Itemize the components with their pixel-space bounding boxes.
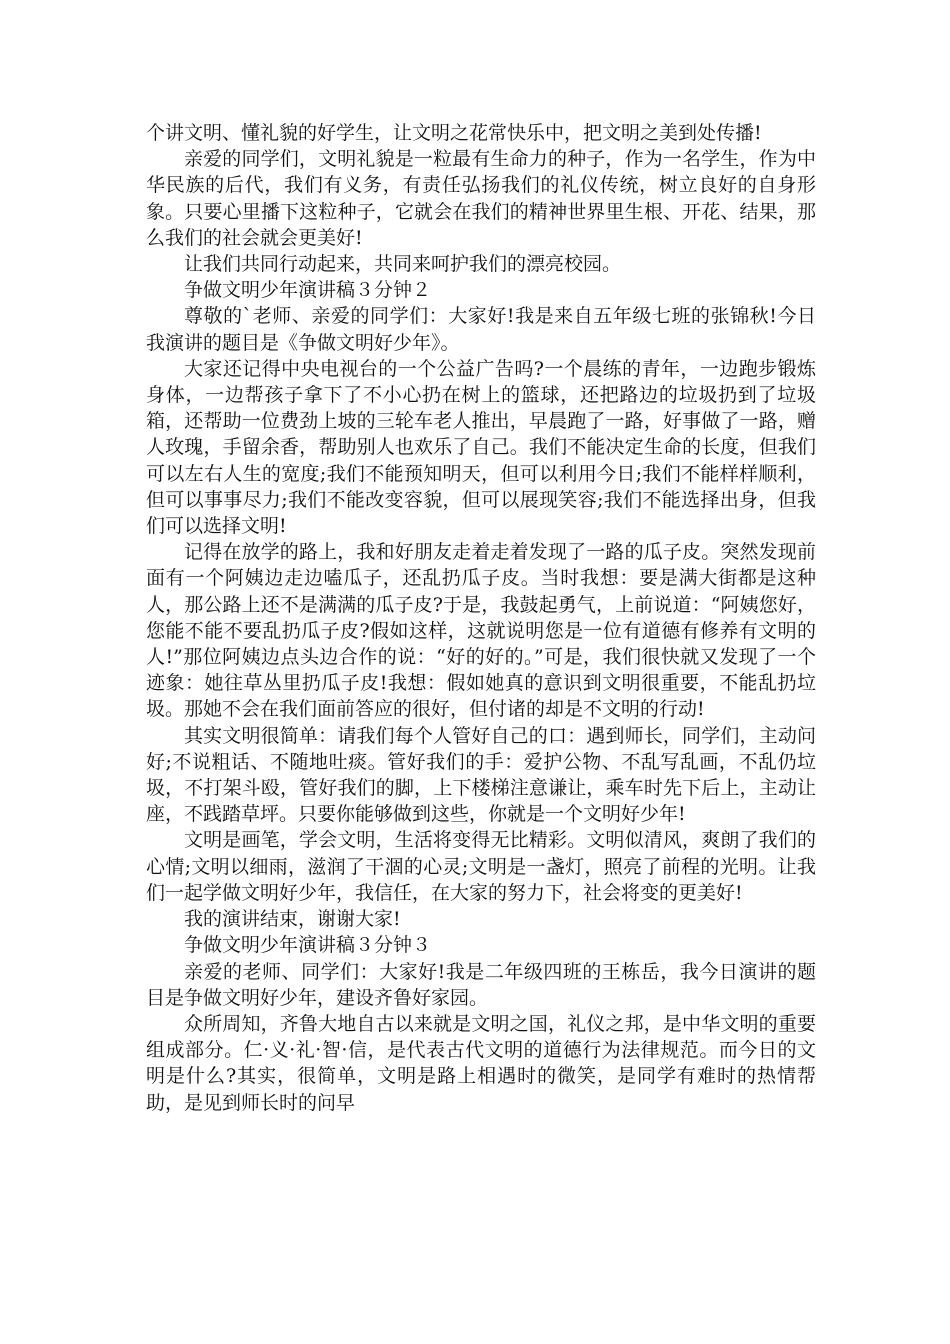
paragraph: 众所周知，齐鲁大地自古以来就是文明之国，礼仪之邦，是中华文明的重要组成部分。仁·义·礼·智·信，是代表古代文明的道德行为法律规范。而今日的文明是什么?其实，很简单，文明是路上相遇时的微笑，是同学有难时的热情帮助，是见到师长时的问早 (146, 1012, 816, 1114)
section-heading: 争做文明少年演讲稿３分钟２ (184, 279, 432, 302)
paragraph: 记得在放学的路上，我和好朋友走着走着发现了一路的瓜子皮。突然发现前面有一个阿姨边走边嗑瓜子，还乱扔瓜子皮。当时我想：要是满大街都是这种人，那公路上还不是满满的瓜子皮?于是，我鼓起勇气，上前说道：“阿姨您好，您能不能不要乱扔瓜子皮?假如这样，这就说明您是一位有道德有修养有文明的人!”那位阿姨边点头边合作的说：“好的好的。”可是，我们很快就又发现了一个迹象：她往草丛里扔瓜子皮!我想：假如她真的意识到文明很重要，不能乱扔垃圾。那她不会在我们面前答应的很好，但付诸的却是不文明的行动! (146, 541, 816, 721)
paragraph: 文明是画笔，学会文明，生活将变得无比精彩。文明似清风，爽朗了我们的心情;文明以细雨，滋润了干涸的心灵;文明是一盏灯，照亮了前程的光明。让我们一起学做文明好少年，我信任，在大家的努力下，社会将变的更美好! (146, 829, 816, 904)
paragraph: 其实文明很简单：请我们每个人管好自己的口：遇到师长，同学们，主动问好;不说粗话、不随地吐痰。管好我们的手：爱护公物、不乱写乱画，不乱仍垃圾，不打架斗殴，管好我们的脚，上下楼梯注意谦让，乘车时先下后上，主动让座，不践踏草坪。只要你能够做到这些，你就是一个文明好少年! (146, 724, 816, 826)
paragraph: 大家还记得中央电视台的一个公益广告吗?一个晨练的青年，一边跑步锻炼身体，一边帮孩子拿下了不小心扔在树上的篮球，还把路边的垃圾扔到了垃圾箱，还帮助一位费劲上坡的三轮车老人推出，早晨跑了一路，好事做了一路，赠人玫瑰，手留余香，帮助别人也欢乐了自己。我们不能决定生命的长度，但我们可以左右人生的宽度;我们不能预知明天，但可以利用今日;我们不能样样顺利，但可以事事尽力;我们不能改变容貌，但可以展现笑容;我们不能选择出身，但我们可以选择文明! (146, 357, 816, 538)
paragraph: 个讲文明、懂礼貌的好学生，让文明之花常快乐中，把文明之美到处传播! (146, 122, 762, 144)
paragraph: 让我们共同行动起来，共同来呵护我们的漂亮校园。 (184, 253, 622, 276)
document-page (146, 120, 816, 1116)
section-heading: 争做文明少年演讲稿３分钟３ (184, 934, 432, 957)
paragraph: 亲爱的同学们，文明礼貌是一粒最有生命力的种子，作为一名学生，作为中华民族的后代，我们有义务，有责任弘扬我们的礼仪传统，树立良好的自身形象。只要心里播下这粒种子，它就会在我们的精神世界里生根、开花、结果，那么我们的社会就会更美好! (146, 148, 816, 249)
paragraph: 我的演讲结束，谢谢大家! (184, 908, 401, 931)
paragraph: 尊敬的`老师、亲爱的同学们：大家好!我是来自五年级七班的张锦秋!今日我演讲的题目是《争做文明好少年》。 (146, 305, 816, 354)
paragraph: 亲爱的老师、同学们：大家好!我是二年级四班的王栋岳，我今日演讲的题目是争做文明好少年，建设齐鲁好家园。 (146, 960, 816, 1009)
